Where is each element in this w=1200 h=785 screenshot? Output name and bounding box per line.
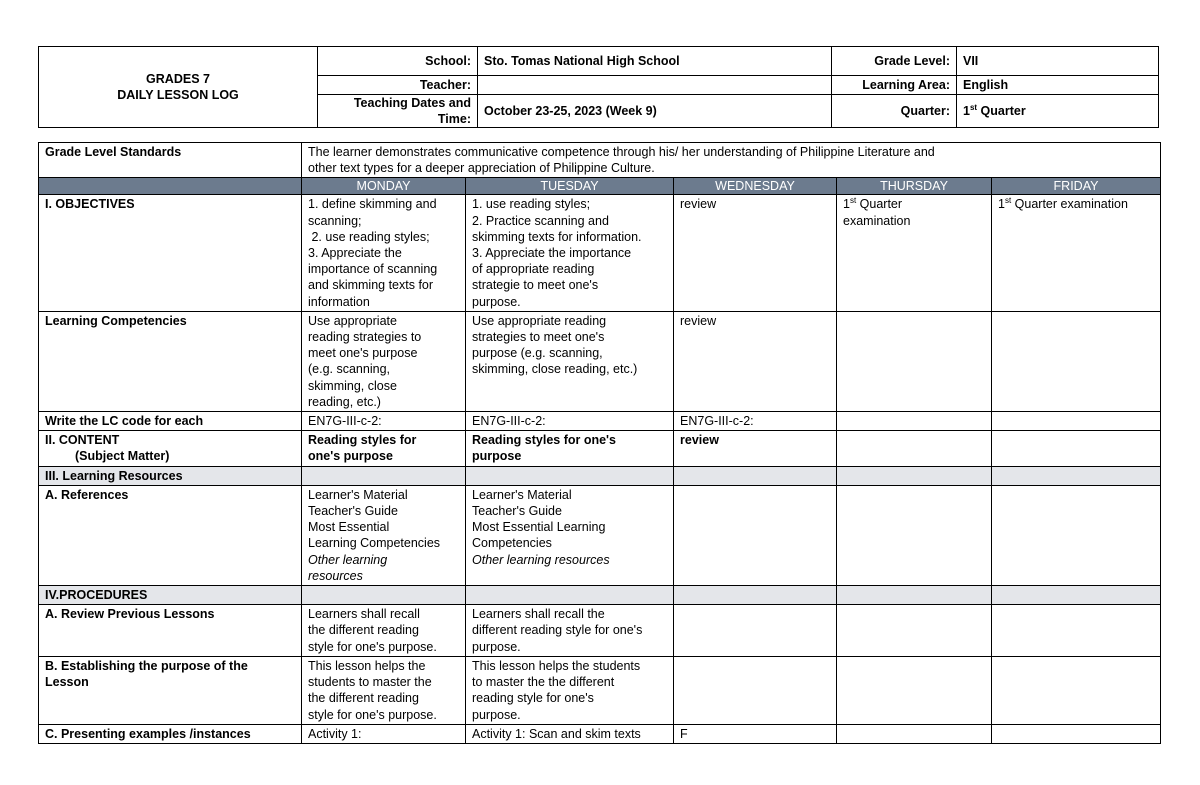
purpose-tuesday-line: reading style for one's [472,691,594,706]
grade-level-label: Grade Level: [832,47,957,76]
objectives-monday-line: 1. define skimming and [308,197,437,212]
references-monday-italic-line: resources [308,568,363,583]
lc-code-row [39,412,1161,431]
purpose-label [39,656,302,724]
standards-row [39,143,1161,178]
learning-area-value: English [957,76,1159,95]
document-title [39,47,318,128]
quarter-word: Quarter [977,104,1026,119]
teaching-dates-label-line-2: Time: [437,112,471,127]
purpose-friday [992,656,1161,724]
standards-line-1: The learner demonstrates communicative competence through his/ her understanding of Philippine Literature and [308,145,935,159]
objectives-thursday-line: examination [843,213,911,228]
references-monday [302,485,466,585]
objectives-monday-line: information [308,294,370,309]
ordinal-suffix: st [849,196,857,206]
teaching-dates-label-line-1: Teaching Dates and [353,96,471,111]
day-thursday: THURSDAY [837,178,992,195]
competencies-monday [302,311,466,411]
content-monday-line: Reading styles for [308,433,417,448]
quarter-suffix: st [969,102,978,112]
purpose-label-line-2: Lesson [45,675,89,690]
review-tuesday-line: purpose. [472,639,521,654]
objectives-monday-line: 2. use reading styles; [308,229,430,244]
title-line-1: GRADES 7 [146,71,210,86]
content-monday-line: one's purpose [308,449,393,464]
objectives-friday [992,195,1161,311]
content-label-line-1: II. CONTENT [45,433,120,448]
title-line-2: DAILY LESSON LOG [117,88,239,103]
objectives-label: I. OBJECTIVES [39,195,302,311]
competencies-monday-line: skimming, close [308,378,397,393]
references-monday-line: Most Essential [308,520,390,535]
quarter-value [957,95,1159,128]
grade-level-value: VII [957,47,1159,76]
standards-text [302,143,1161,178]
content-tuesday-line: purpose [472,449,522,464]
resources-wednesday [674,466,837,485]
school-value: Sto. Tomas National High School [478,47,832,76]
presenting-monday: Activity 1: [302,724,466,743]
quarter-word: Quarter [856,197,903,212]
ordinal-number: 1 [998,197,1005,212]
lc-code-friday [992,412,1161,431]
references-tuesday-line: Learner's Material [472,487,572,502]
competencies-friday [992,311,1161,411]
objectives-tuesday-line: 2. Practice scanning and [472,213,609,228]
objectives-monday-line: 3. Appreciate the [308,246,402,261]
purpose-label-line-1: B. Establishing the purpose of the [45,658,248,673]
references-tuesday-line: Competencies [472,536,552,551]
learning-area-label: Learning Area: [832,76,957,95]
objectives-thursday-line [843,196,985,212]
purpose-wednesday [674,656,837,724]
references-tuesday-italic-line: Other learning resources [472,552,610,567]
purpose-thursday [837,656,992,724]
competencies-monday-line: reading strategies to [308,330,422,345]
review-monday-line: the different reading [308,623,419,638]
competencies-tuesday-line: strategies to meet one's [472,330,605,345]
objectives-tuesday-line: strategie to meet one's [472,278,599,293]
review-monday-line: Learners shall recall [308,607,420,622]
teaching-dates-label [318,95,478,128]
review-tuesday-line: different reading style for one's [472,623,643,638]
references-label: A. References [39,485,302,585]
objectives-monday-line: and skimming texts for [308,278,434,293]
presenting-tuesday: Activity 1: Scan and skim texts [466,724,674,743]
objectives-monday-line: importance of scanning [308,262,438,277]
purpose-monday-line: style for one's purpose. [308,707,437,722]
school-label: School: [318,47,478,76]
procedures-thursday [837,586,992,605]
header-table [38,46,1159,128]
references-wednesday [674,485,837,585]
procedures-wednesday [674,586,837,605]
lc-code-label: Write the LC code for each [39,412,302,431]
purpose-monday-line: students to master the [308,675,432,690]
lesson-log-table [38,142,1161,744]
purpose-row [39,656,1161,724]
references-row [39,485,1161,585]
content-monday [302,431,466,466]
objectives-tuesday-line: 3. Appreciate the importance [472,246,632,261]
content-friday [992,431,1161,466]
quarter-number: 1 [963,104,970,119]
quarter-exam-text: Quarter examination [1011,197,1128,212]
purpose-tuesday [466,656,674,724]
references-friday [992,485,1161,585]
lc-code-thursday [837,412,992,431]
competencies-label: Learning Competencies [39,311,302,411]
procedures-tuesday [466,586,674,605]
purpose-monday [302,656,466,724]
resources-thursday [837,466,992,485]
day-monday: MONDAY [302,178,466,195]
review-row [39,605,1161,657]
teacher-value [478,76,832,95]
competencies-monday-line: reading, etc.) [308,394,381,409]
competencies-tuesday-line: Use appropriate reading [472,313,607,328]
review-tuesday [466,605,674,657]
purpose-monday-line: the different reading [308,691,419,706]
content-wednesday: review [674,431,837,466]
competencies-tuesday-line: skimming, close reading, etc.) [472,362,638,377]
teacher-label: Teacher: [318,76,478,95]
review-tuesday-line: Learners shall recall the [472,607,605,622]
lc-code-wednesday: EN7G-III-c-2: [674,412,837,431]
day-header-blank [39,178,302,195]
references-monday-italic-line: Other learning [308,552,388,567]
standards-label: Grade Level Standards [39,143,302,178]
lc-code-tuesday: EN7G-III-c-2: [466,412,674,431]
competencies-thursday [837,311,992,411]
presenting-row [39,724,1161,743]
quarter-label: Quarter: [832,95,957,128]
procedures-friday [992,586,1161,605]
review-thursday [837,605,992,657]
resources-monday [302,466,466,485]
competencies-wednesday: review [674,311,837,411]
references-thursday [837,485,992,585]
competencies-row [39,311,1161,411]
references-tuesday-line: Teacher's Guide [472,504,562,519]
competencies-tuesday-line: purpose (e.g. scanning, [472,346,603,361]
day-friday: FRIDAY [992,178,1161,195]
references-monday-line: Learning Competencies [308,536,441,551]
procedures-monday [302,586,466,605]
standards-line-2: other text types for a deeper appreciation of Philippine Culture. [308,161,655,176]
resources-tuesday [466,466,674,485]
objectives-tuesday [466,195,674,311]
objectives-row [39,195,1161,311]
ordinal-number: 1 [843,197,850,212]
review-monday-line: style for one's purpose. [308,639,437,654]
objectives-thursday [837,195,992,311]
references-tuesday-line: Most Essential Learning [472,520,606,535]
objectives-tuesday-line: purpose. [472,294,521,309]
teaching-dates-value: October 23-25, 2023 (Week 9) [478,95,832,128]
resources-label: III. Learning Resources [39,466,302,485]
content-thursday [837,431,992,466]
content-tuesday [466,431,674,466]
day-header-row [39,178,1161,195]
resources-section-row [39,466,1161,485]
resources-friday [992,466,1161,485]
day-wednesday: WEDNESDAY [674,178,837,195]
references-tuesday [466,485,674,585]
references-monday-line: Teacher's Guide [308,504,398,519]
objectives-monday-line: scanning; [308,213,362,228]
objectives-tuesday-line: skimming texts for information. [472,229,642,244]
purpose-tuesday-line: purpose. [472,707,521,722]
review-wednesday [674,605,837,657]
lc-code-monday: EN7G-III-c-2: [302,412,466,431]
ordinal-suffix: st [1004,196,1012,206]
objectives-wednesday: review [674,195,837,311]
references-monday-line: Learner's Material [308,487,408,502]
competencies-monday-line: (e.g. scanning, [308,362,390,377]
objectives-tuesday-line: 1. use reading styles; [472,197,591,212]
content-row [39,431,1161,466]
objectives-monday [302,195,466,311]
competencies-monday-line: meet one's purpose [308,346,418,361]
competencies-monday-line: Use appropriate [308,313,397,328]
purpose-tuesday-line: to master the the different [472,675,615,690]
procedures-label: IV.PROCEDURES [39,586,302,605]
presenting-friday [992,724,1161,743]
review-friday [992,605,1161,657]
day-tuesday: TUESDAY [466,178,674,195]
competencies-tuesday [466,311,674,411]
review-monday [302,605,466,657]
review-label: A. Review Previous Lessons [39,605,302,657]
content-tuesday-line: Reading styles for one's [472,433,616,448]
presenting-label: C. Presenting examples /instances [39,724,302,743]
presenting-wednesday: F [674,724,837,743]
objectives-tuesday-line: of appropriate reading [472,262,595,277]
purpose-tuesday-line: This lesson helps the students [472,658,641,673]
procedures-section-row [39,586,1161,605]
content-label-line-2: (Subject Matter) [75,449,170,464]
presenting-thursday [837,724,992,743]
purpose-monday-line: This lesson helps the [308,658,426,673]
content-label [39,431,302,466]
